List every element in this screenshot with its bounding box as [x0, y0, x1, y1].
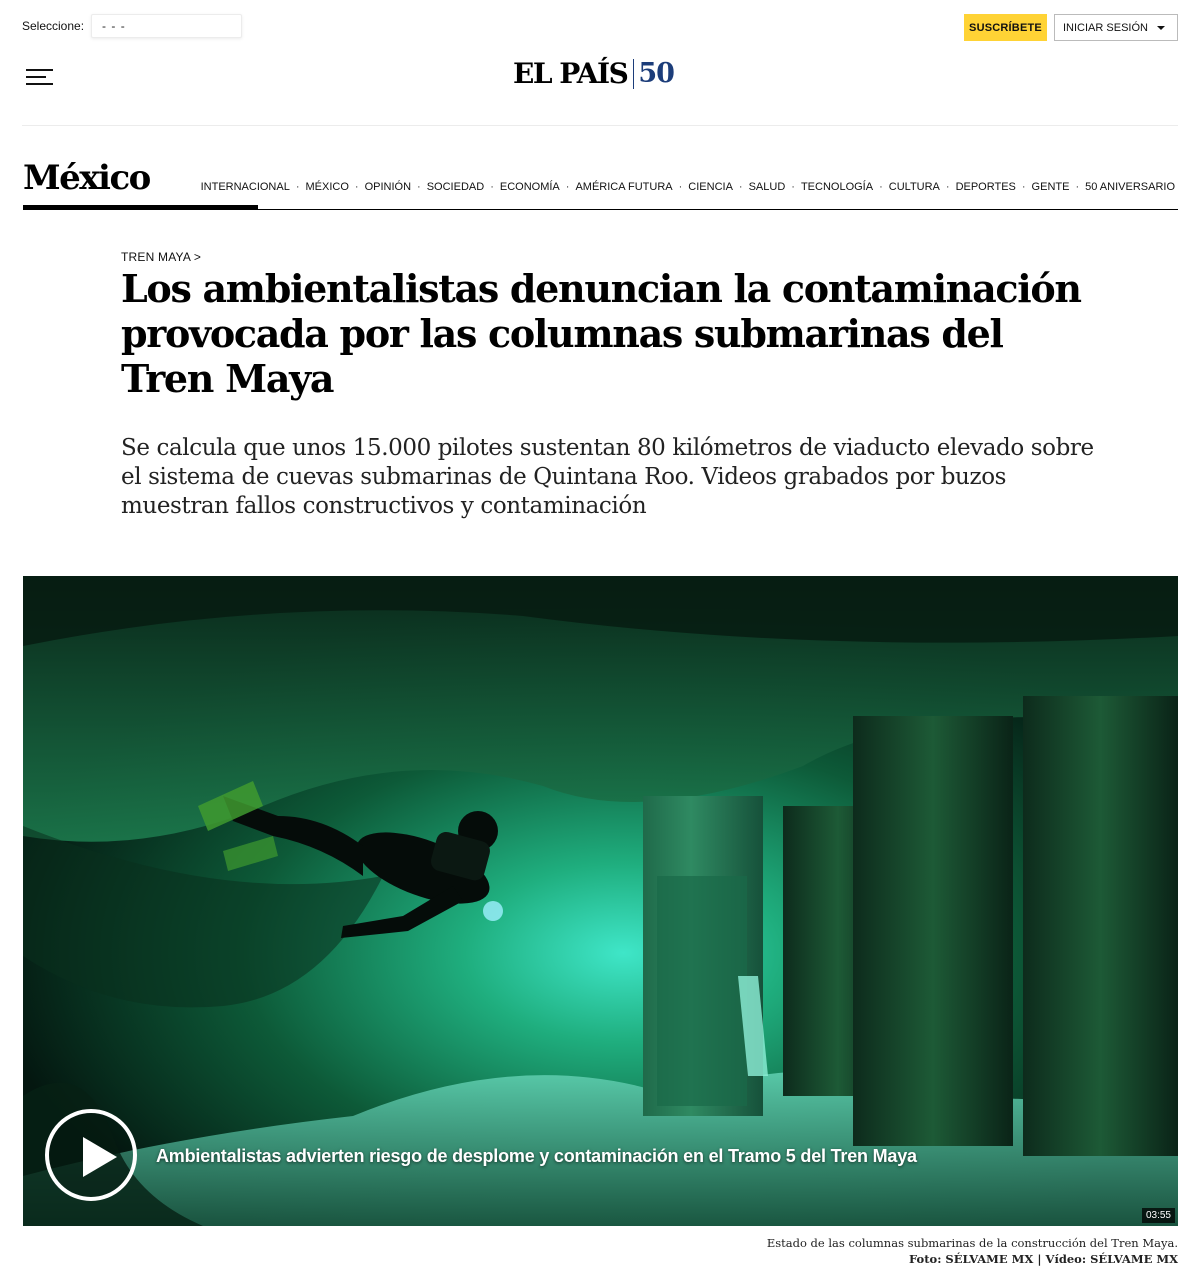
login-label: INICIAR SESIÓN [1063, 21, 1148, 34]
logo-wordmark: EL PAÍS [513, 57, 628, 90]
video-thumbnail [23, 576, 1178, 1226]
edition-label: Seleccione: [22, 19, 85, 33]
chevron-down-icon [1157, 26, 1165, 30]
edition-selector [22, 14, 242, 38]
nav-item-deportes[interactable]: · DEPORTES [940, 181, 1016, 193]
nav-item-opinion[interactable]: · OPINIÓN [349, 181, 411, 193]
site-logo[interactable] [513, 57, 674, 90]
section-title[interactable]: México [23, 158, 150, 198]
play-icon [83, 1137, 117, 1177]
article-kicker[interactable]: TREN MAYA > [121, 250, 202, 264]
caption-text: Estado de las columnas submarinas de la construcción del Tren Maya. [766, 1236, 1178, 1250]
section-nav [201, 181, 1175, 193]
image-caption [767, 1235, 1178, 1267]
section-divider [23, 209, 1178, 210]
nav-item-gente[interactable]: · GENTE [1016, 181, 1070, 193]
nav-item-salud[interactable]: · SALUD [733, 181, 785, 193]
caption-credits: Foto: SÉLVAME MX | Vídeo: SÉLVAME MX [909, 1252, 1178, 1266]
video-duration: 03:55 [1142, 1208, 1175, 1223]
login-button[interactable] [1054, 14, 1178, 41]
menu-icon[interactable] [26, 68, 53, 86]
nav-item-ciencia[interactable]: · CIENCIA [673, 181, 733, 193]
nav-item-50-aniversario[interactable]: · 50 ANIVERSARIO [1069, 181, 1175, 193]
subscribe-button[interactable]: SUSCRÍBETE [964, 14, 1047, 41]
article-headline: Los ambientalistas denuncian la contaminación provocada por las columnas submarinas del Tren Maya [121, 266, 1081, 401]
nav-item-cultura[interactable]: · CULTURA [873, 181, 940, 193]
article-subhead: Se calcula que unos 15.000 pilotes sustentan 80 kilómetros de viaducto elevado sobre el sistema de cuevas submarinas de Quintana Roo. Videos grabados por buzos muestran fallos constructivos y contaminación [121, 435, 1094, 519]
header-divider [22, 125, 1178, 126]
anniversary-mark: 50 [638, 58, 674, 89]
nav-item-mexico[interactable]: · MÉXICO [290, 181, 349, 193]
nav-item-sociedad[interactable]: · SOCIEDAD [411, 181, 484, 193]
nav-item-america-futura[interactable]: · AMÉRICA FUTURA [560, 181, 673, 193]
edition-dropdown[interactable]: - - - [91, 14, 242, 38]
logo-divider [633, 59, 634, 89]
video-player[interactable] [23, 576, 1178, 1226]
nav-item-economia[interactable]: · ECONOMÍA [484, 181, 560, 193]
video-title: Ambientalistas advierten riesgo de desplome y contaminación en el Tramo 5 del Tren Maya [156, 1146, 917, 1166]
nav-item-internacional[interactable]: INTERNACIONAL [200, 181, 290, 193]
nav-item-tecnologia[interactable]: · TECNOLOGÍA [785, 181, 873, 193]
play-button[interactable] [45, 1109, 137, 1201]
